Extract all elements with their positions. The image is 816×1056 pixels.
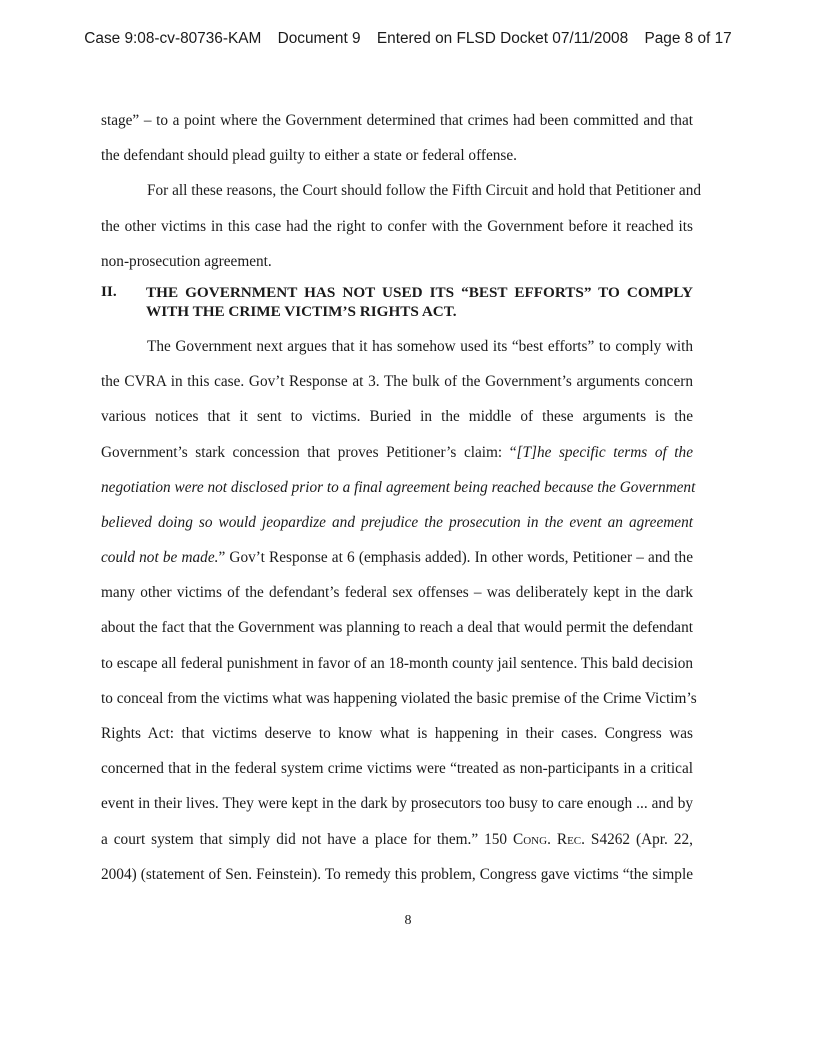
section-number: II.	[101, 282, 117, 300]
text-span: a court system that simply did not have a place for them.” 150	[101, 830, 514, 848]
page-number: 8	[404, 913, 412, 928]
quoted-italic-text: [T]he specific terms of the	[516, 443, 693, 461]
text-line: the other victims in this case had the right to confer with the Government before it reached its	[101, 217, 693, 235]
section-heading-line: WITH THE CRIME VICTIM’S RIGHTS ACT.	[146, 302, 457, 320]
text-line: the defendant should plead guilty to either a state or federal offense.	[101, 147, 517, 165]
text-line	[101, 822, 693, 857]
text-line	[101, 435, 693, 470]
text-line	[101, 470, 696, 505]
text-line: Rights Act: that victims deserve to know what is happening in their cases. Congress was	[101, 725, 693, 742]
text-line	[101, 505, 693, 540]
text-line: The Government next argues that it has somehow used its “best efforts” to comply with	[147, 337, 693, 355]
section-heading-line: THE GOVERNMENT HAS NOT USED ITS “BEST EFFORTS” TO COMPLY	[146, 283, 693, 301]
text-line: to escape all federal punishment in favor of an 18-month county jail sentence. This bald decision	[101, 654, 693, 672]
document-body	[101, 103, 702, 892]
text-span: Government’s stark concession that proves Petitioner’s claim: “	[101, 443, 517, 461]
page-indicator: Page 8 of 17	[644, 30, 732, 47]
docket-entry: Entered on FLSD Docket 07/11/2008	[376, 30, 629, 47]
text-span: S4262 (Apr. 22,	[584, 830, 693, 848]
text-line	[101, 540, 693, 575]
text-line: to conceal from the victims what was happening violated the basic premise of the Crime Victim’s	[101, 689, 697, 707]
text-line: the CVRA in this case. Gov’t Response at 3. The bulk of the Government’s arguments concern	[101, 373, 693, 391]
case-number: Case 9:08-cv-80736-KAM	[84, 30, 262, 47]
text-line: event in their lives. They were kept in the dark by prosecutors too busy to care enough ... and by	[101, 795, 693, 813]
quoted-italic-text: believed doing so would jeopardize and prejudice the prosecution in the event an agreement	[101, 513, 693, 531]
quoted-italic-text: could not be made.	[101, 549, 219, 567]
text-span: ” Gov’t Response at 6 (emphasis added). In other words, Petitioner – and the	[218, 549, 693, 567]
document-number: Document 9	[277, 30, 361, 47]
text-line: non-prosecution agreement.	[101, 252, 272, 270]
text-line: concerned that in the federal system crime victims were “treated as non-participants in a critical	[101, 760, 693, 778]
section-heading	[101, 283, 693, 321]
text-line: 2004) (statement of Sen. Feinstein). To remedy this problem, Congress gave victims “the simple	[101, 865, 693, 883]
text-line: stage” – to a point where the Government determined that crimes had been committed and that	[101, 112, 693, 129]
case-header	[0, 30, 816, 48]
text-line: For all these reasons, the Court should follow the Fifth Circuit and hold that Petitioner and	[147, 182, 702, 200]
citation-reporter: Cong. Rec.	[513, 830, 585, 848]
text-line: many other victims of the defendant’s federal sex offenses – was deliberately kept in the dark	[101, 584, 693, 602]
text-line: about the fact that the Government was planning to reach a deal that would permit the defendant	[101, 619, 693, 637]
text-line: various notices that it sent to victims. Buried in the middle of these arguments is the	[101, 408, 693, 426]
quoted-italic-text: negotiation were not disclosed prior to a final agreement being reached because the Government	[101, 478, 696, 496]
